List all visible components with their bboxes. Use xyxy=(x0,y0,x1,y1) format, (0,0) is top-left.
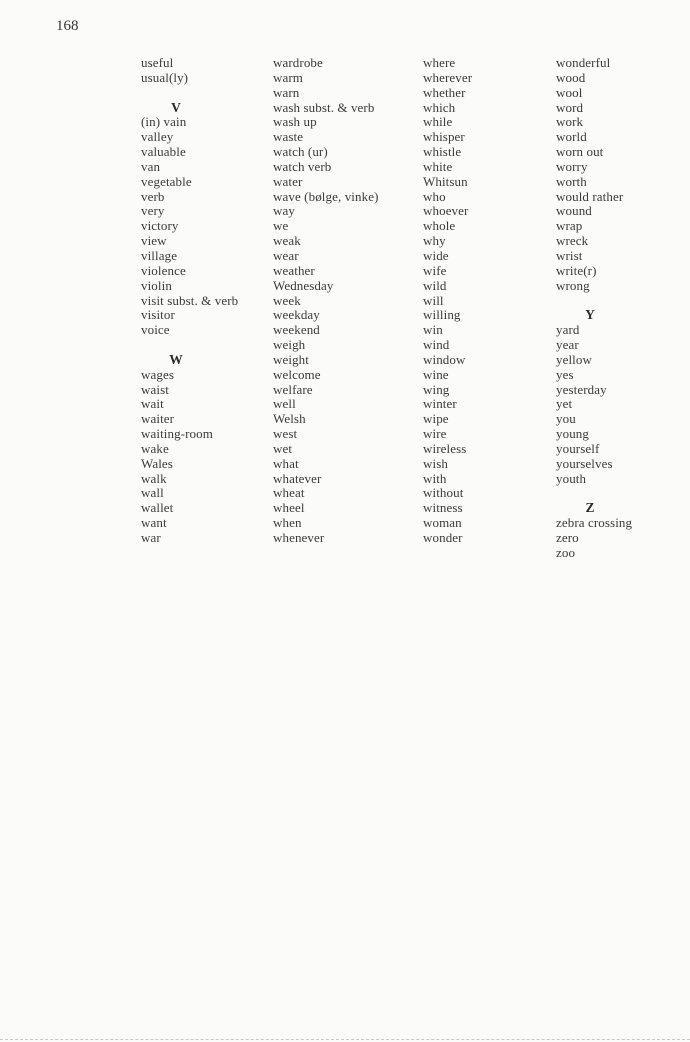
word-entry: zero xyxy=(556,530,579,545)
section-gap xyxy=(141,338,238,353)
word-entry: weak xyxy=(273,233,301,249)
word-entry: you xyxy=(556,411,576,427)
word-entry: yard xyxy=(556,322,580,338)
word-entry: yesterday xyxy=(556,381,607,397)
word-entry: west xyxy=(273,426,298,442)
word-entry: whether xyxy=(423,84,466,100)
word-entry: wood xyxy=(556,69,586,85)
word-entry: useful xyxy=(141,55,174,70)
word-entry: wake xyxy=(141,440,169,456)
section-gap xyxy=(556,294,632,309)
word-entry: wherever xyxy=(423,69,473,85)
word-entry: witness xyxy=(423,500,463,516)
word-entry: verb xyxy=(141,188,165,204)
word-entry: worn out xyxy=(556,144,604,160)
word-entry: wall xyxy=(141,485,164,501)
word-entry: water xyxy=(273,173,303,189)
word-entry: vegetable xyxy=(141,173,192,189)
word-entry: when xyxy=(273,515,302,531)
word-column-4 xyxy=(556,56,632,561)
word-entry: wind xyxy=(423,337,450,353)
word-entry: woman xyxy=(423,515,462,531)
word-entry: wash subst. & verb xyxy=(273,99,375,115)
word-entry: watch (ur) xyxy=(273,144,328,160)
word-entry: wire xyxy=(423,426,447,442)
word-entry: wound xyxy=(556,203,592,219)
word-entry: wipe xyxy=(423,411,449,427)
letter-heading: Z xyxy=(585,500,595,516)
word-entry: whole xyxy=(423,218,456,234)
word-entry: valuable xyxy=(141,144,186,160)
word-entry: window xyxy=(423,351,466,367)
word-entry: visitor xyxy=(141,307,175,323)
word-entry: why xyxy=(423,233,446,249)
word-entry: write(r) xyxy=(556,262,597,278)
word-entry: we xyxy=(273,218,289,234)
word-entry: youth xyxy=(556,470,587,486)
word-entry: way xyxy=(273,203,295,219)
word-entry: whatever xyxy=(273,470,322,486)
word-entry: wait xyxy=(141,396,164,412)
word-entry: waist xyxy=(141,381,169,397)
word-entry: warm xyxy=(273,69,303,85)
word-entry: zebra crossing xyxy=(556,515,633,531)
word-entry: wallet xyxy=(141,500,174,516)
word-entry: weight xyxy=(273,351,309,367)
word-entry: what xyxy=(273,455,299,471)
word-entry: weather xyxy=(273,262,315,278)
word-entry: yourselves xyxy=(556,455,613,471)
word-entry: war xyxy=(141,530,161,545)
word-entry: worry xyxy=(556,158,588,174)
word-entry: world xyxy=(556,129,587,145)
word-entry: voice xyxy=(141,322,170,338)
word-entry: worth xyxy=(556,173,587,189)
word-entry: zoo xyxy=(556,544,576,560)
word-entry: willing xyxy=(423,307,461,323)
word-entry: where xyxy=(423,55,456,70)
word-entry: walk xyxy=(141,470,167,486)
word-entry: winter xyxy=(423,396,457,412)
word-entry: wreck xyxy=(556,233,589,249)
word-entry: who xyxy=(423,188,446,204)
word-entry: Wednesday xyxy=(273,277,334,293)
word-entry: young xyxy=(556,426,589,442)
word-entry: wet xyxy=(273,440,293,456)
word-entry: wireless xyxy=(423,440,467,456)
word-entry: win xyxy=(423,322,443,338)
word-entry: which xyxy=(423,99,456,115)
section-gap xyxy=(141,86,238,101)
word-entry: Whitsun xyxy=(423,173,468,189)
word-entry: view xyxy=(141,233,167,249)
word-entry: village xyxy=(141,247,178,263)
section-gap xyxy=(556,486,632,501)
word-entry: warn xyxy=(273,84,300,100)
word-entry: (in) vain xyxy=(141,114,187,130)
word-entry: wheat xyxy=(273,485,305,501)
word-entry: while xyxy=(423,114,453,130)
word-entry: very xyxy=(141,203,165,219)
word-entry: wheel xyxy=(273,500,305,516)
word-entry: want xyxy=(141,515,167,531)
word-entry: weigh xyxy=(273,337,306,353)
word-entry: without xyxy=(423,485,464,501)
word-entry: wish xyxy=(423,455,448,471)
letter-heading: V xyxy=(171,99,181,115)
word-entry: wash up xyxy=(273,114,317,130)
word-entry: weekend xyxy=(273,322,320,338)
word-entry: well xyxy=(273,396,296,412)
word-entry: usual(ly) xyxy=(141,69,189,85)
word-column-2 xyxy=(273,56,379,546)
letter-heading: Y xyxy=(585,307,595,323)
word-entry: victory xyxy=(141,218,179,234)
word-entry: wrap xyxy=(556,218,583,234)
word-entry: welfare xyxy=(273,381,313,397)
word-entry: yes xyxy=(556,366,574,382)
word-entry: whoever xyxy=(423,203,469,219)
word-entry: wild xyxy=(423,277,447,293)
word-entry: would rather xyxy=(556,188,624,204)
word-column-1 xyxy=(141,56,238,546)
word-entry: whisper xyxy=(423,129,465,145)
word-column-3 xyxy=(423,56,472,546)
word-entry: wrist xyxy=(556,247,583,263)
word-entry: Welsh xyxy=(273,411,306,427)
page-number: 168 xyxy=(56,18,79,34)
word-entry: visit subst. & verb xyxy=(141,292,239,308)
word-entry: van xyxy=(141,158,161,174)
word-entry: work xyxy=(556,114,584,130)
word-entry: word xyxy=(556,99,584,115)
word-entry: yourself xyxy=(556,440,600,456)
word-entry: wardrobe xyxy=(273,55,323,70)
word-entry: week xyxy=(273,292,301,308)
word-entry: wear xyxy=(273,247,299,263)
word-entry: wrong xyxy=(556,277,590,293)
word-entry: welcome xyxy=(273,366,321,382)
word-entry: whenever xyxy=(273,530,325,545)
word-entry: yellow xyxy=(556,351,592,367)
word-entry: weekday xyxy=(273,307,320,323)
word-entry: whistle xyxy=(423,144,462,160)
word-entry: violence xyxy=(141,262,186,278)
word-entry: wide xyxy=(423,247,449,263)
word-entry: with xyxy=(423,470,447,486)
word-entry: wages xyxy=(141,366,174,382)
word-entry: Wales xyxy=(141,455,173,471)
word-entry: valley xyxy=(141,129,174,145)
letter-heading: W xyxy=(169,351,183,367)
word-entry: year xyxy=(556,337,579,353)
word-entry: wing xyxy=(423,381,450,397)
word-entry: watch verb xyxy=(273,158,332,174)
word-entry: yet xyxy=(556,396,573,412)
word-entry: wonder xyxy=(423,530,463,545)
word-entry: white xyxy=(423,158,453,174)
word-entry: wave (bølge, vinke) xyxy=(273,188,379,204)
word-entry: will xyxy=(423,292,444,308)
word-entry: wine xyxy=(423,366,449,382)
word-entry: violin xyxy=(141,277,172,293)
word-entry: wool xyxy=(556,84,583,100)
word-entry: wife xyxy=(423,262,447,278)
word-entry: wonderful xyxy=(556,55,611,70)
word-entry: waiter xyxy=(141,411,175,427)
word-entry: waste xyxy=(273,129,304,145)
page-bottom-edge xyxy=(0,1039,690,1040)
word-entry: waiting-room xyxy=(141,426,213,442)
